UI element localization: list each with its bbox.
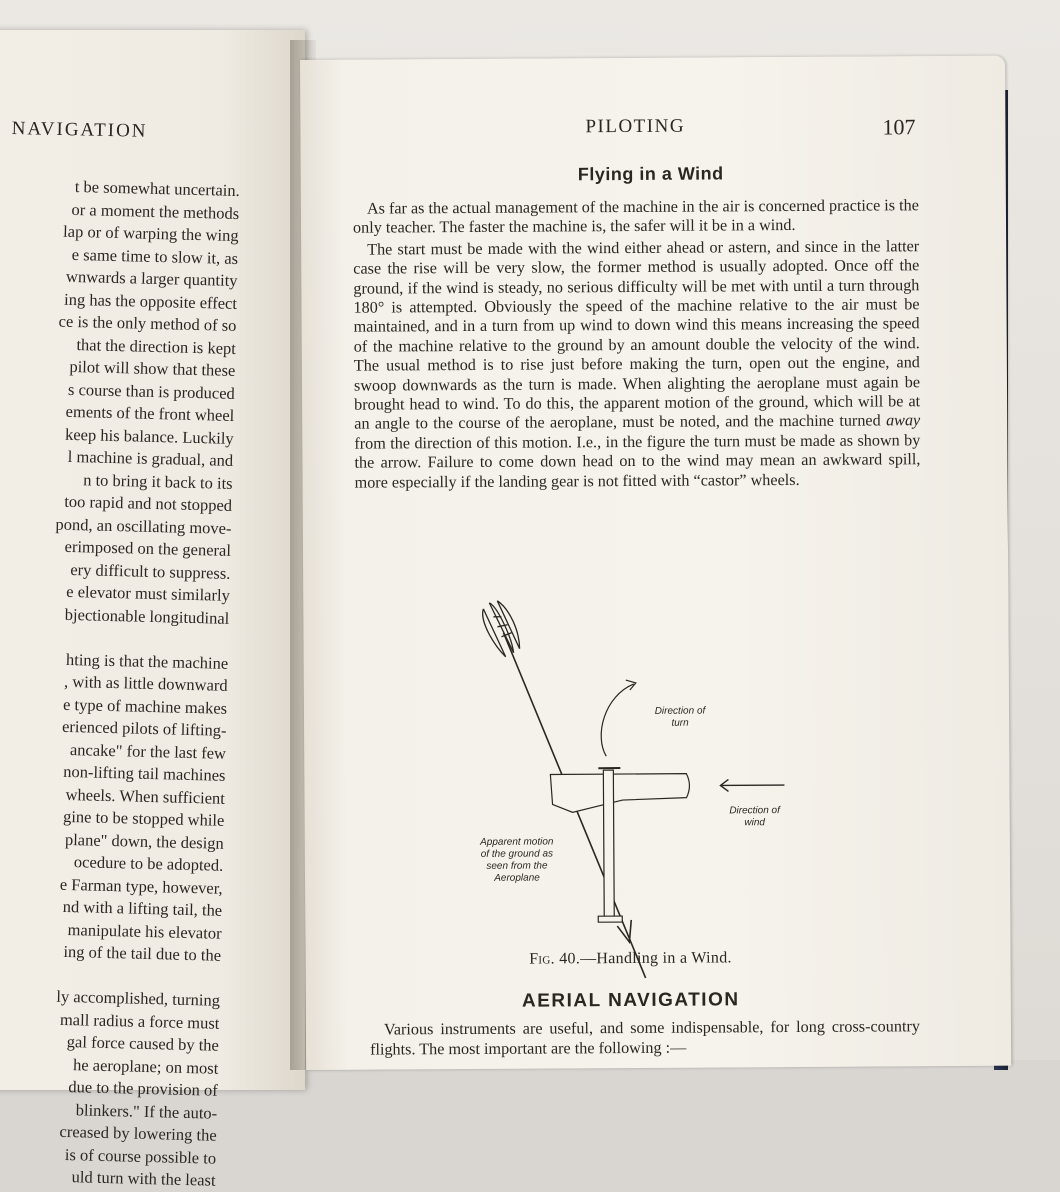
aerial-navigation-heading: AERIAL NAVIGATION [306, 988, 956, 1014]
left-page-line: uld turn with the least [0, 1164, 216, 1192]
left-page-line: e same time to slow it, as [0, 242, 238, 270]
left-page-line: too rapid and not stopped [0, 489, 232, 517]
body-text [353, 196, 921, 493]
left-page-line: creased by lowering the [0, 1119, 217, 1147]
right-page [300, 56, 1011, 1070]
left-page-line: ery difficult to suppress. [0, 557, 231, 585]
left-page-line: hting is that the machine [0, 646, 228, 674]
left-page-line: t be somewhat uncertain. [0, 174, 240, 202]
paragraph-1: As far as the actual management of the machine in the air is concerned practice is the only teacher. The faster the machine is, the safer will it be in a wind. [353, 196, 919, 238]
paragraph-2-main: The start must be made with the wind either ahead or astern, and since in the latter case the rise will be very slow, the former method is usually adopted. Once off the ground, if the wind is steady, no serious difficulty will be met with until a turn through 180° is attempted. Obviously the speed of the machine relative to the air must be maintained, and in a turn from up wind to down wind this means increasing the speed of the machine relative to the ground by an amount double the velocity of the wind. The usual method is to rise just before making the turn, open out the engine, and swoop downwards as the turn is made. When alighting the aeroplane must again be brought head to wind. To do this, the apparent motion of the ground, which will be at an angle to the course of the aeroplane, must be noted, and the machine turned [353, 237, 920, 433]
aerial-navigation-text [370, 1016, 920, 1059]
left-page-line: bjectionable longitudinal [0, 602, 230, 630]
page-number: 107 [882, 114, 915, 140]
figure-40 [453, 585, 795, 947]
left-page-line: wheels. When sufficient [0, 781, 225, 809]
left-page-line: that the direction is kept [0, 332, 236, 360]
left-page-line: l machine is gradual, and [0, 444, 233, 472]
left-page-line: is of course possible to [0, 1141, 216, 1169]
left-page-line: , with as little downward [0, 669, 228, 697]
left-page-line: gal force caused by the [0, 1029, 219, 1057]
left-page-line: gine to be stopped while [0, 804, 225, 832]
left-page-line: nd with a lifting tail, the [0, 894, 222, 922]
left-page-line: blinkers." If the auto- [0, 1096, 217, 1124]
arrow-feathers [483, 601, 520, 657]
left-page-line: pond, an oscillating move- [0, 512, 232, 540]
paragraph-2-tail: from the direction of this motion. I.e., in the figure the turn must be made as shown by the arrow. Failure to come down head on to the wind may mean an awkward spill, more especially if the landing gear is not fitted with “castor” wheels. [354, 431, 920, 491]
figure-diagram [453, 585, 795, 947]
label-apparent-motion: Apparent motion of the ground as seen from the Aeroplane [477, 836, 557, 884]
left-page-line: or a moment the methods [0, 197, 239, 225]
ground-motion-arrowhead [617, 920, 631, 942]
paragraph-2-italic: away [886, 412, 920, 430]
left-page-line: keep his balance. Luckily [0, 422, 234, 450]
left-page-line: pilot will show that these [0, 354, 236, 382]
label-direction-of-turn: Direction of turn [650, 706, 710, 730]
left-page-line: he aeroplane; on most [0, 1051, 219, 1079]
left-page-line: s course than is produced [0, 377, 235, 405]
left-page-line: ing has the opposite effect [0, 287, 237, 315]
left-page-line: e Farman type, however, [0, 871, 223, 899]
label-direction-of-wind: Direction of wind [723, 805, 787, 829]
left-page-line: wnwards a larger quantity [0, 264, 238, 292]
left-page-line: manipulate his elevator [0, 916, 222, 944]
caption-text: —Handling in a Wind. [580, 949, 732, 967]
left-page-line: non-lifting tail machines [0, 759, 226, 787]
left-page-line: ements of the front wheel [0, 399, 235, 427]
left-page [0, 30, 305, 1090]
left-page-header: NAVIGATION [12, 118, 148, 143]
left-page-line: ing of the tail due to the [0, 939, 221, 967]
left-page-line: erimposed on the general [0, 534, 231, 562]
left-page-line: n to bring it back to its [0, 467, 233, 495]
paragraph-2 [353, 237, 921, 493]
left-page-line: ly accomplished, turning [0, 984, 220, 1012]
left-page-line: due to the provision of [0, 1074, 218, 1102]
aeroplane-diagram [550, 768, 690, 923]
left-page-line: mall radius a force must [0, 1006, 220, 1034]
left-page-line: e type of machine makes [0, 691, 227, 719]
left-page-line: lap or of warping the wing [0, 219, 239, 247]
left-page-line: erienced pilots of lifting- [0, 714, 227, 742]
section-title: Flying in a Wind [301, 162, 1001, 187]
running-header: PILOTING [585, 116, 685, 139]
nav-paragraph: Various instruments are useful, and some indispensable, for long cross-country flights. The most important are the following :— [370, 1016, 920, 1059]
left-page-line: plane" down, the design [0, 826, 224, 854]
figure-caption [305, 948, 955, 970]
left-page-line: ancake" for the last few [0, 736, 226, 764]
caption-prefix: Fig. 40. [529, 950, 580, 967]
left-page-line: e elevator must similarly [0, 579, 230, 607]
left-page-line: ocedure to be adopted. [0, 849, 224, 877]
left-page-line: ce is the only method of so [0, 309, 237, 337]
turn-arrow [601, 684, 634, 756]
left-page-text [0, 174, 240, 1192]
